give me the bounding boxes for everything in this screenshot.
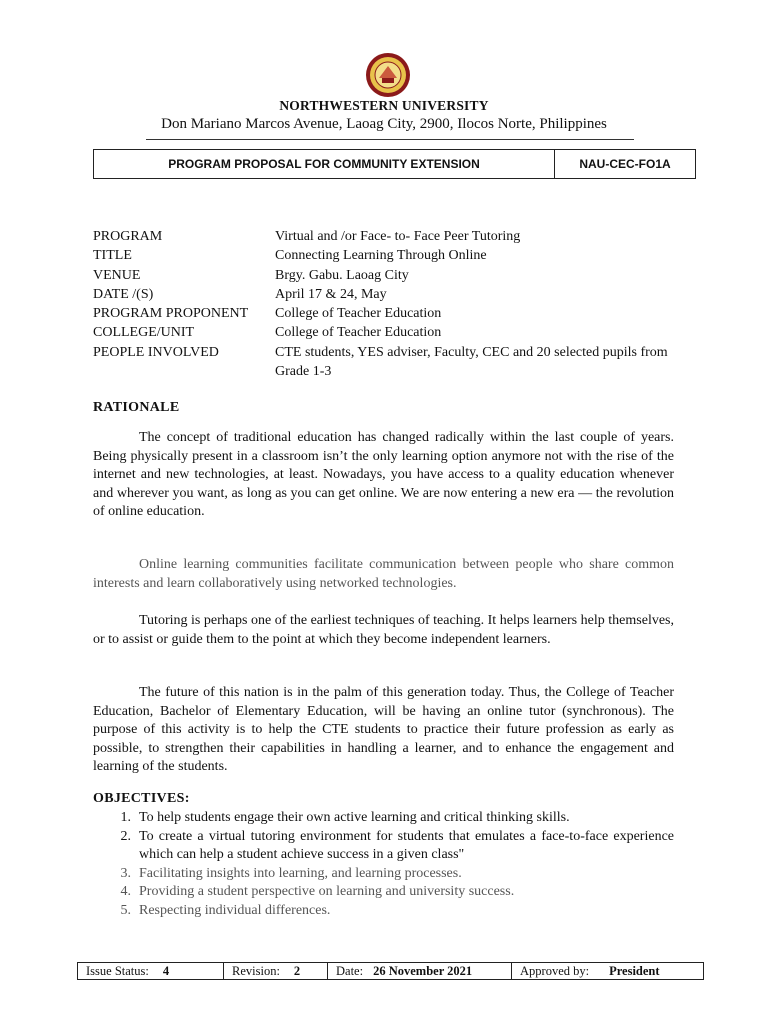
rationale-paragraph: Online learning communities facilitate communication between people who share common interests and learn collaboratively using networked technologies. xyxy=(93,557,674,591)
detail-value: College of Teacher Education xyxy=(275,306,442,322)
objective-text: To help students engage their own active learning and critical thinking skills. xyxy=(139,810,570,825)
objective-number: 1. xyxy=(120,810,131,825)
form-code: NAU-CEC-FO1A xyxy=(579,157,671,171)
objective-item xyxy=(93,902,674,921)
rationale-heading: RATIONALE xyxy=(93,400,180,415)
detail-row xyxy=(93,323,693,342)
address-clip-mask xyxy=(0,135,768,145)
objective-number: 2. xyxy=(120,828,131,844)
document-footer xyxy=(77,962,704,980)
issue-status-value: 4 xyxy=(162,963,170,978)
revision-label: Revision: xyxy=(232,963,280,978)
objective-text: Respecting individual differences. xyxy=(139,902,331,918)
objective-number: 4. xyxy=(120,884,131,900)
detail-row xyxy=(93,304,693,323)
header-divider xyxy=(146,139,634,140)
form-title-box xyxy=(93,149,696,179)
date-value: 26 November 2021 xyxy=(373,963,473,978)
rationale-paragraph: The future of this nation is in the palm of this generation today. Thus, the College of Teacher Education, Bachelor of Elementary Education, will be having an online tutor (synchronous). The purpose of this activity is to help the CTE students to practice their future profession as early as possible, to strengthen their capabilities in handling a learner, and to enhance the engagement and learning of the students. xyxy=(93,685,674,775)
approved-by-label: Approved by: xyxy=(520,963,590,978)
objective-text: To create a virtual tutoring environment for students that emulates a face-to-face experience which can help a student achieve success in a given class" xyxy=(139,828,674,863)
detail-row xyxy=(93,227,693,246)
objective-item xyxy=(93,883,674,902)
detail-label: COLLEGE/UNIT xyxy=(93,325,195,341)
detail-row xyxy=(93,266,693,285)
approved-by-cell xyxy=(512,963,703,979)
form-title: PROGRAM PROPOSAL FOR COMMUNITY EXTENSION xyxy=(94,150,555,178)
objective-text: Providing a student perspective on learning and university success. xyxy=(139,884,515,900)
issue-status-cell xyxy=(78,963,224,979)
objective-number: 5. xyxy=(120,902,131,918)
issue-status-label: Issue Status: xyxy=(86,963,149,978)
detail-label: VENUE xyxy=(93,267,141,283)
objective-number: 3. xyxy=(120,865,131,881)
detail-label: PEOPLE INVOLVED xyxy=(93,344,219,360)
detail-row xyxy=(93,285,693,304)
rationale-paragraph: Tutoring is perhaps one of the earliest techniques of teaching. It helps learners help themselves, or to assist or guide them to the point at which they become independent learners. xyxy=(93,613,674,647)
date-cell xyxy=(328,963,512,979)
detail-value: Brgy. Gabu. Laoag City xyxy=(275,267,409,283)
program-details xyxy=(93,227,693,381)
university-name: NORTHWESTERN UNIVERSITY xyxy=(279,98,489,113)
objective-item xyxy=(93,865,674,884)
date-label: Date: xyxy=(336,963,364,978)
detail-value: College of Teacher Education xyxy=(275,325,442,341)
rationale-paragraph: The concept of traditional education has changed radically within the last couple of years. Being physically present in a classroom isn’t the only learning option anymore not with the rise of the internet and new technologies, at least. Nowadays, you have access to a quality education whenever and wherever you want, as long as you can get online. We are now entering a new era — the revolution of online education. xyxy=(93,430,674,520)
objectives-heading: OBJECTIVES: xyxy=(93,791,190,806)
revision-cell xyxy=(224,963,328,979)
detail-label: PROGRAM xyxy=(93,229,163,244)
university-seal-icon xyxy=(365,52,411,98)
detail-row xyxy=(93,343,693,382)
objectives-list xyxy=(93,809,674,921)
approved-by-value: President xyxy=(609,963,660,978)
detail-value: Connecting Learning Through Online xyxy=(275,248,487,264)
detail-row xyxy=(93,246,693,265)
objective-item xyxy=(93,828,674,865)
objective-text: Facilitating insights into learning, and learning processes. xyxy=(139,865,462,881)
objective-item xyxy=(93,809,674,828)
detail-label: DATE /(S) xyxy=(93,286,154,302)
detail-value: April 17 & 24, May xyxy=(275,286,387,302)
university-address: Don Mariano Marcos Avenue, Laoag City, 2900, Ilocos Norte, Philippines xyxy=(161,116,607,132)
detail-value: CTE students, YES adviser, Faculty, CEC and 20 selected pupils from Grade 1-3 xyxy=(275,344,668,380)
revision-value: 2 xyxy=(293,963,301,978)
detail-label: PROGRAM PROPONENT xyxy=(93,306,249,322)
detail-label: TITLE xyxy=(93,248,132,264)
detail-value: Virtual and /or Face- to- Face Peer Tutoring xyxy=(275,229,521,244)
